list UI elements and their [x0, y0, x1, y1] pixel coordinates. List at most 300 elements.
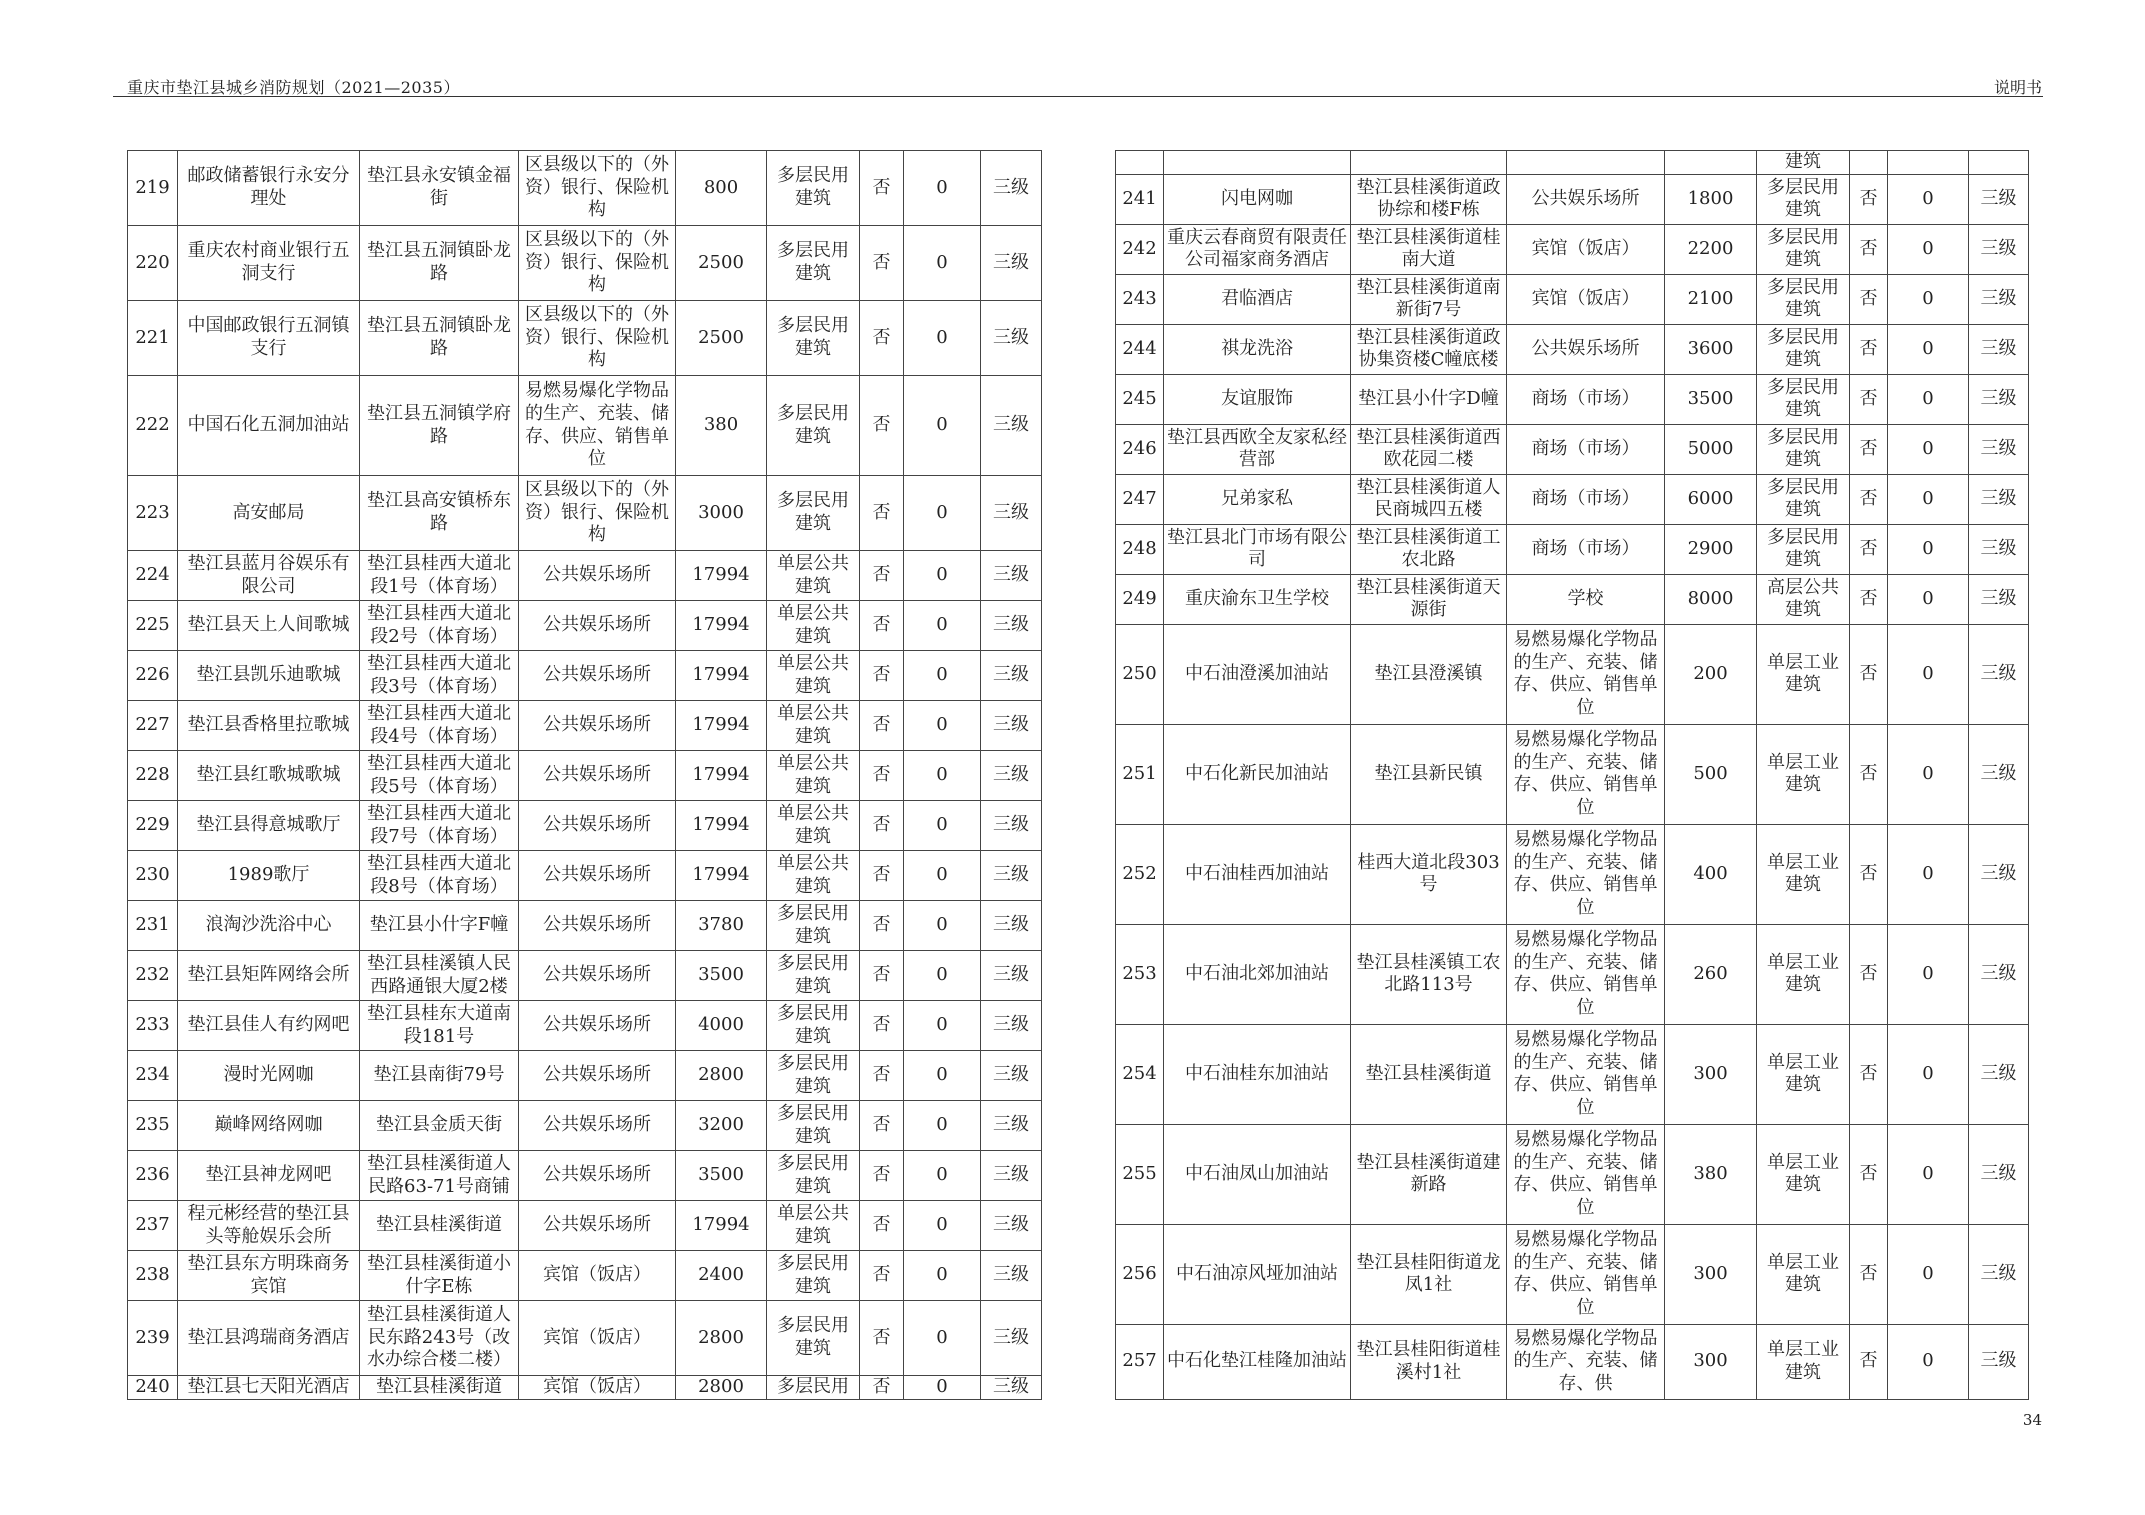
count-value: 0 — [1888, 474, 1969, 524]
flag-value: 否 — [1850, 1224, 1888, 1324]
count-value: 0 — [1888, 724, 1969, 824]
row-number: 232 — [128, 951, 178, 1001]
building-type: 单层工业建筑 — [1757, 1324, 1850, 1399]
facility-category: 易燃易爆化学物品的生产、充装、储存、供应、销售单位 — [519, 376, 676, 476]
facility-address: 垫江县桂西大道北段4号（体育场） — [360, 701, 519, 751]
facility-address: 垫江县桂溪街道 — [360, 1201, 519, 1251]
building-area: 1800 — [1665, 174, 1757, 224]
count-value: 0 — [1888, 324, 1969, 374]
row-number: 225 — [128, 601, 178, 651]
building-type: 单层工业建筑 — [1757, 724, 1850, 824]
row-number: 254 — [1116, 1024, 1164, 1124]
facility-address: 垫江县桂溪街道人民商城四五楼 — [1351, 474, 1507, 524]
building-area: 2400 — [676, 1251, 767, 1301]
facility-category: 公共娱乐场所 — [519, 901, 676, 951]
table-row — [1116, 824, 2029, 924]
table-row — [128, 476, 1042, 551]
fire-level: 三级 — [981, 476, 1042, 551]
facility-category: 商场（市场） — [1507, 474, 1665, 524]
building-area: 2900 — [1665, 524, 1757, 574]
building-type: 多层民用建筑 — [767, 1101, 860, 1151]
facility-category: 公共娱乐场所 — [519, 751, 676, 801]
building-type: 单层公共建筑 — [767, 701, 860, 751]
facility-address: 垫江县桂西大道北段1号（体育场） — [360, 551, 519, 601]
facility-category: 区县级以下的（外资）银行、保险机构 — [519, 151, 676, 226]
table-row — [1116, 574, 2029, 624]
table-row — [128, 651, 1042, 701]
flag-value: 否 — [860, 151, 904, 226]
building-type: 多层民用建筑 — [767, 301, 860, 376]
count-value: 0 — [904, 1001, 981, 1051]
table-row — [128, 1251, 1042, 1301]
row-number: 257 — [1116, 1324, 1164, 1399]
facility-category: 公共娱乐场所 — [519, 851, 676, 901]
row-number: 235 — [128, 1101, 178, 1151]
count-value: 0 — [1888, 624, 1969, 724]
facility-address: 垫江县桂西大道北段2号（体育场） — [360, 601, 519, 651]
table-row — [128, 751, 1042, 801]
building-type: 多层民用建筑 — [1757, 224, 1850, 274]
count-value: 0 — [904, 951, 981, 1001]
facility-category: 宾馆（饭店） — [519, 1301, 676, 1376]
flag-value: 否 — [1850, 324, 1888, 374]
building-type: 多层民用建筑 — [767, 476, 860, 551]
fire-level: 三级 — [1969, 1324, 2029, 1399]
building-type: 多层民用建筑 — [767, 151, 860, 226]
facility-address: 垫江县五洞镇学府路 — [360, 376, 519, 476]
building-area: 17994 — [676, 801, 767, 851]
facility-name: 中石油澄溪加油站 — [1164, 624, 1351, 724]
building-type: 多层民用建筑 — [1757, 374, 1850, 424]
building-type: 多层民用建筑 — [1757, 424, 1850, 474]
building-area: 17994 — [676, 751, 767, 801]
facility-category: 区县级以下的（外资）银行、保险机构 — [519, 226, 676, 301]
facility-address: 桂西大道北段303号 — [1351, 824, 1507, 924]
facility-name: 中石油桂东加油站 — [1164, 1024, 1351, 1124]
building-type: 单层公共建筑 — [767, 851, 860, 901]
facility-category: 公共娱乐场所 — [519, 951, 676, 1001]
table-row — [1116, 224, 2029, 274]
facility-name: 重庆渝东卫生学校 — [1164, 574, 1351, 624]
row-number: 255 — [1116, 1124, 1164, 1224]
building-type: 多层民用建筑 — [1757, 274, 1850, 324]
count-value: 0 — [1888, 1324, 1969, 1399]
section-label: 说明书 — [1993, 78, 2042, 97]
flag-value: 否 — [1850, 624, 1888, 724]
facility-name: 中石油凤山加油站 — [1164, 1124, 1351, 1224]
facility-category: 易燃易爆化学物品的生产、充装、储存、供应、销售单位 — [1507, 1024, 1665, 1124]
count-value: 0 — [904, 476, 981, 551]
fire-level: 三级 — [1969, 924, 2029, 1024]
building-area: 2100 — [1665, 274, 1757, 324]
flag-value: 否 — [1850, 174, 1888, 224]
facility-address: 垫江县桂溪街道政协集资楼C幢底楼 — [1351, 324, 1507, 374]
facility-name: 垫江县蓝月谷娱乐有限公司 — [178, 551, 360, 601]
building-type: 高层公共建筑 — [1757, 574, 1850, 624]
building-area: 17994 — [676, 851, 767, 901]
fire-level: 三级 — [981, 151, 1042, 226]
building-area: 17994 — [676, 551, 767, 601]
table-row — [1116, 1024, 2029, 1124]
building-type: 多层民用建筑 — [1757, 474, 1850, 524]
flag-value: 否 — [860, 1376, 904, 1400]
facility-category: 公共娱乐场所 — [519, 651, 676, 701]
building-area: 800 — [676, 151, 767, 226]
table-row — [128, 1151, 1042, 1201]
fire-level: 三级 — [1969, 724, 2029, 824]
flag-value: 否 — [860, 551, 904, 601]
row-number: 251 — [1116, 724, 1164, 824]
building-type: 多层民用建筑 — [767, 1051, 860, 1101]
row-number: 230 — [128, 851, 178, 901]
count-value: 0 — [1888, 1024, 1969, 1124]
table-row — [1116, 1224, 2029, 1324]
facility-address: 垫江县桂溪街道人民路63-71号商铺 — [360, 1151, 519, 1201]
row-number: 245 — [1116, 374, 1164, 424]
building-area: 2500 — [676, 226, 767, 301]
building-type: 单层公共建筑 — [767, 601, 860, 651]
facility-category: 易燃易爆化学物品的生产、充装、储存、供应、销售单位 — [1507, 1224, 1665, 1324]
row-number: 241 — [1116, 174, 1164, 224]
count-value: 0 — [904, 601, 981, 651]
facility-category: 公共娱乐场所 — [519, 701, 676, 751]
row-number: 221 — [128, 301, 178, 376]
facility-address: 垫江县桂溪街道人民东路243号（改水办综合楼二楼） — [360, 1301, 519, 1376]
facility-category: 公共娱乐场所 — [519, 1101, 676, 1151]
facility-address: 垫江县永安镇金福街 — [360, 151, 519, 226]
flag-value: 否 — [1850, 274, 1888, 324]
count-value: 0 — [904, 1201, 981, 1251]
building-area: 17994 — [676, 1201, 767, 1251]
building-area: 380 — [1665, 1124, 1757, 1224]
header-divider — [113, 96, 2043, 97]
building-type: 单层工业建筑 — [1757, 924, 1850, 1024]
facility-category: 宾馆（饭店） — [519, 1376, 676, 1400]
count-value: 0 — [904, 551, 981, 601]
table-row — [1116, 424, 2029, 474]
table-row — [128, 1051, 1042, 1101]
count-value: 0 — [904, 1101, 981, 1151]
fire-level: 三级 — [1969, 324, 2029, 374]
building-type: 单层公共建筑 — [767, 801, 860, 851]
fire-level: 三级 — [1969, 174, 2029, 224]
flag-value: 否 — [1850, 1024, 1888, 1124]
count-value: 0 — [904, 1301, 981, 1376]
flag-value: 否 — [860, 1051, 904, 1101]
facility-address: 垫江县小什字F幢 — [360, 901, 519, 951]
flag-value: 否 — [860, 851, 904, 901]
facility-name: 垫江县凯乐迪歌城 — [178, 651, 360, 701]
facility-category: 宾馆（饭店） — [1507, 224, 1665, 274]
count-value: 0 — [904, 376, 981, 476]
flag-value: 否 — [1850, 724, 1888, 824]
building-area: 3500 — [676, 951, 767, 1001]
facility-address: 垫江县桂阳街道桂溪村1社 — [1351, 1324, 1507, 1399]
count-value: 0 — [1888, 574, 1969, 624]
row-number: 233 — [128, 1001, 178, 1051]
building-type: 多层民用建筑 — [767, 1251, 860, 1301]
row-number: 247 — [1116, 474, 1164, 524]
flag-value: 否 — [860, 376, 904, 476]
facility-address: 垫江县桂溪街道 — [1351, 1024, 1507, 1124]
fire-level: 三级 — [981, 226, 1042, 301]
fire-level: 三级 — [981, 1301, 1042, 1376]
count-value — [1888, 151, 1969, 175]
facility-name: 程元彬经营的垫江县头等舱娱乐会所 — [178, 1201, 360, 1251]
facility-category: 易燃易爆化学物品的生产、充装、储存、供 — [1507, 1324, 1665, 1399]
facility-name: 闪电网咖 — [1164, 174, 1351, 224]
facility-address: 垫江县桂溪街道小什字E栋 — [360, 1251, 519, 1301]
facility-name: 中石化新民加油站 — [1164, 724, 1351, 824]
facility-category: 区县级以下的（外资）银行、保险机构 — [519, 301, 676, 376]
facility-address: 垫江县桂西大道北段8号（体育场） — [360, 851, 519, 901]
table-row — [1116, 274, 2029, 324]
building-area: 380 — [676, 376, 767, 476]
building-area: 2800 — [676, 1301, 767, 1376]
row-number: 222 — [128, 376, 178, 476]
building-type: 多层民用建筑 — [767, 951, 860, 1001]
flag-value: 否 — [860, 1201, 904, 1251]
table-row — [128, 1301, 1042, 1376]
building-type: 多层民用建筑 — [1757, 324, 1850, 374]
flag-value: 否 — [860, 1251, 904, 1301]
facility-category: 商场（市场） — [1507, 524, 1665, 574]
building-area: 3780 — [676, 901, 767, 951]
flag-value: 否 — [1850, 474, 1888, 524]
facility-address: 垫江县桂溪街道政协综和楼F栋 — [1351, 174, 1507, 224]
flag-value: 否 — [860, 751, 904, 801]
facility-address: 垫江县桂溪镇人民西路通银大厦2楼 — [360, 951, 519, 1001]
building-area: 2800 — [676, 1376, 767, 1400]
count-value: 0 — [1888, 1224, 1969, 1324]
facility-category: 公共娱乐场所 — [519, 801, 676, 851]
flag-value: 否 — [1850, 524, 1888, 574]
building-type: 单层公共建筑 — [767, 1201, 860, 1251]
facility-address: 垫江县桂溪街道桂南大道 — [1351, 224, 1507, 274]
table-row — [1116, 1324, 2029, 1399]
facility-category: 宾馆（饭店） — [1507, 274, 1665, 324]
building-type: 单层工业建筑 — [1757, 1024, 1850, 1124]
facility-address: 垫江县五洞镇卧龙路 — [360, 226, 519, 301]
row-number: 253 — [1116, 924, 1164, 1024]
count-value: 0 — [904, 701, 981, 751]
building-type: 建筑 — [1757, 151, 1850, 175]
row-number: 246 — [1116, 424, 1164, 474]
flag-value: 否 — [1850, 574, 1888, 624]
facility-name: 垫江县红歌城歌城 — [178, 751, 360, 801]
facility-name: 垫江县鸿瑞商务酒店 — [178, 1301, 360, 1376]
facility-name: 1989歌厅 — [178, 851, 360, 901]
table-row — [128, 1101, 1042, 1151]
count-value: 0 — [904, 651, 981, 701]
facility-name: 垫江县矩阵网络会所 — [178, 951, 360, 1001]
facility-name: 兄弟家私 — [1164, 474, 1351, 524]
facility-category: 易燃易爆化学物品的生产、充装、储存、供应、销售单位 — [1507, 724, 1665, 824]
facility-name: 浪淘沙洗浴中心 — [178, 901, 360, 951]
facility-address: 垫江县桂西大道北段7号（体育场） — [360, 801, 519, 851]
building-type: 单层工业建筑 — [1757, 1124, 1850, 1224]
fire-level: 三级 — [981, 701, 1042, 751]
row-number: 234 — [128, 1051, 178, 1101]
building-area: 3000 — [676, 476, 767, 551]
fire-level: 三级 — [981, 1151, 1042, 1201]
count-value: 0 — [904, 751, 981, 801]
row-number: 231 — [128, 901, 178, 951]
building-type: 单层公共建筑 — [767, 751, 860, 801]
facility-name: 垫江县佳人有约网吧 — [178, 1001, 360, 1051]
table-row — [1116, 324, 2029, 374]
building-area: 300 — [1665, 1024, 1757, 1124]
count-value: 0 — [1888, 924, 1969, 1024]
flag-value: 否 — [1850, 1124, 1888, 1224]
facility-address — [1351, 151, 1507, 175]
flag-value: 否 — [1850, 224, 1888, 274]
flag-value: 否 — [1850, 1324, 1888, 1399]
building-type: 多层民用建筑 — [767, 376, 860, 476]
building-type: 多层民用建筑 — [767, 226, 860, 301]
facility-category: 易燃易爆化学物品的生产、充装、储存、供应、销售单位 — [1507, 1124, 1665, 1224]
table-row — [128, 951, 1042, 1001]
building-area: 3600 — [1665, 324, 1757, 374]
building-area — [1665, 151, 1757, 175]
building-area: 500 — [1665, 724, 1757, 824]
flag-value: 否 — [1850, 424, 1888, 474]
fire-level: 三级 — [1969, 624, 2029, 724]
flag-value: 否 — [860, 226, 904, 301]
flag-value: 否 — [860, 801, 904, 851]
row-number: 239 — [128, 1301, 178, 1376]
building-type: 多层民用建筑 — [767, 1151, 860, 1201]
fire-level: 三级 — [1969, 1224, 2029, 1324]
row-number: 228 — [128, 751, 178, 801]
facility-address: 垫江县桂溪镇工农北路113号 — [1351, 924, 1507, 1024]
facility-category: 公共娱乐场所 — [1507, 174, 1665, 224]
facility-name: 中石油凉风垭加油站 — [1164, 1224, 1351, 1324]
facility-category: 公共娱乐场所 — [519, 601, 676, 651]
row-number — [1116, 151, 1164, 175]
count-value: 0 — [1888, 1124, 1969, 1224]
building-type: 多层民用建筑 — [1757, 524, 1850, 574]
fire-level: 三级 — [1969, 524, 2029, 574]
row-number: 256 — [1116, 1224, 1164, 1324]
facility-name: 中石油桂西加油站 — [1164, 824, 1351, 924]
table-row — [1116, 524, 2029, 574]
building-area: 300 — [1665, 1324, 1757, 1399]
facility-name — [1164, 151, 1351, 175]
fire-level: 三级 — [981, 1201, 1042, 1251]
fire-level: 三级 — [1969, 1024, 2029, 1124]
row-number: 240 — [128, 1376, 178, 1400]
fire-level: 三级 — [981, 1001, 1042, 1051]
table-row — [128, 301, 1042, 376]
facility-address: 垫江县桂西大道北段5号（体育场） — [360, 751, 519, 801]
facility-address: 垫江县桂溪街道南新街7号 — [1351, 274, 1507, 324]
table-row — [128, 1001, 1042, 1051]
fire-level: 三级 — [981, 1376, 1042, 1400]
row-number: 227 — [128, 701, 178, 751]
table-row — [1116, 174, 2029, 224]
facility-address: 垫江县桂溪街道西欧花园二楼 — [1351, 424, 1507, 474]
flag-value: 否 — [1850, 374, 1888, 424]
flag-value: 否 — [860, 901, 904, 951]
building-area: 2800 — [676, 1051, 767, 1101]
row-number: 223 — [128, 476, 178, 551]
facility-category: 公共娱乐场所 — [1507, 324, 1665, 374]
row-number: 220 — [128, 226, 178, 301]
building-area: 3500 — [676, 1151, 767, 1201]
flag-value — [1850, 151, 1888, 175]
building-area: 6000 — [1665, 474, 1757, 524]
facility-category: 商场（市场） — [1507, 374, 1665, 424]
building-area: 17994 — [676, 601, 767, 651]
fire-level: 三级 — [981, 376, 1042, 476]
fire-level: 三级 — [1969, 274, 2029, 324]
fire-level: 三级 — [981, 851, 1042, 901]
count-value: 0 — [904, 1251, 981, 1301]
facility-address: 垫江县五洞镇卧龙路 — [360, 301, 519, 376]
table-row — [1116, 474, 2029, 524]
row-number: 243 — [1116, 274, 1164, 324]
facility-category: 易燃易爆化学物品的生产、充装、储存、供应、销售单位 — [1507, 624, 1665, 724]
facility-name: 巅峰网络网咖 — [178, 1101, 360, 1151]
fire-level: 三级 — [1969, 374, 2029, 424]
row-number: 244 — [1116, 324, 1164, 374]
flag-value: 否 — [1850, 924, 1888, 1024]
facility-address: 垫江县南街79号 — [360, 1051, 519, 1101]
facility-address: 垫江县高安镇桥东路 — [360, 476, 519, 551]
table-row — [128, 601, 1042, 651]
fire-level: 三级 — [981, 301, 1042, 376]
row-number: 238 — [128, 1251, 178, 1301]
facility-category: 公共娱乐场所 — [519, 551, 676, 601]
flag-value: 否 — [860, 1151, 904, 1201]
building-area: 8000 — [1665, 574, 1757, 624]
fire-level: 三级 — [981, 1101, 1042, 1151]
count-value: 0 — [904, 151, 981, 226]
flag-value: 否 — [860, 301, 904, 376]
table-row — [128, 1376, 1042, 1400]
facility-name: 重庆农村商业银行五洞支行 — [178, 226, 360, 301]
flag-value: 否 — [860, 476, 904, 551]
facility-category: 公共娱乐场所 — [519, 1051, 676, 1101]
facility-name: 祺龙洗浴 — [1164, 324, 1351, 374]
building-type: 多层民用建筑 — [767, 901, 860, 951]
building-area: 260 — [1665, 924, 1757, 1024]
table-row — [128, 801, 1042, 851]
building-area: 4000 — [676, 1001, 767, 1051]
facility-name: 友谊服饰 — [1164, 374, 1351, 424]
row-number: 248 — [1116, 524, 1164, 574]
building-type: 单层工业建筑 — [1757, 824, 1850, 924]
fire-level: 三级 — [981, 651, 1042, 701]
table-row — [1116, 924, 2029, 1024]
building-area: 300 — [1665, 1224, 1757, 1324]
facility-category: 易燃易爆化学物品的生产、充装、储存、供应、销售单位 — [1507, 924, 1665, 1024]
building-area: 3200 — [676, 1101, 767, 1151]
building-type: 单层工业建筑 — [1757, 1224, 1850, 1324]
fire-level: 三级 — [981, 951, 1042, 1001]
count-value: 0 — [904, 801, 981, 851]
facility-address: 垫江县桂溪街道工农北路 — [1351, 524, 1507, 574]
count-value: 0 — [904, 301, 981, 376]
building-type: 单层公共建筑 — [767, 551, 860, 601]
row-number: 229 — [128, 801, 178, 851]
row-number: 236 — [128, 1151, 178, 1201]
flag-value: 否 — [860, 951, 904, 1001]
facility-name: 中石化垫江桂隆加油站 — [1164, 1324, 1351, 1399]
facility-address: 垫江县桂阳街道龙凤1社 — [1351, 1224, 1507, 1324]
fire-level: 三级 — [1969, 474, 2029, 524]
